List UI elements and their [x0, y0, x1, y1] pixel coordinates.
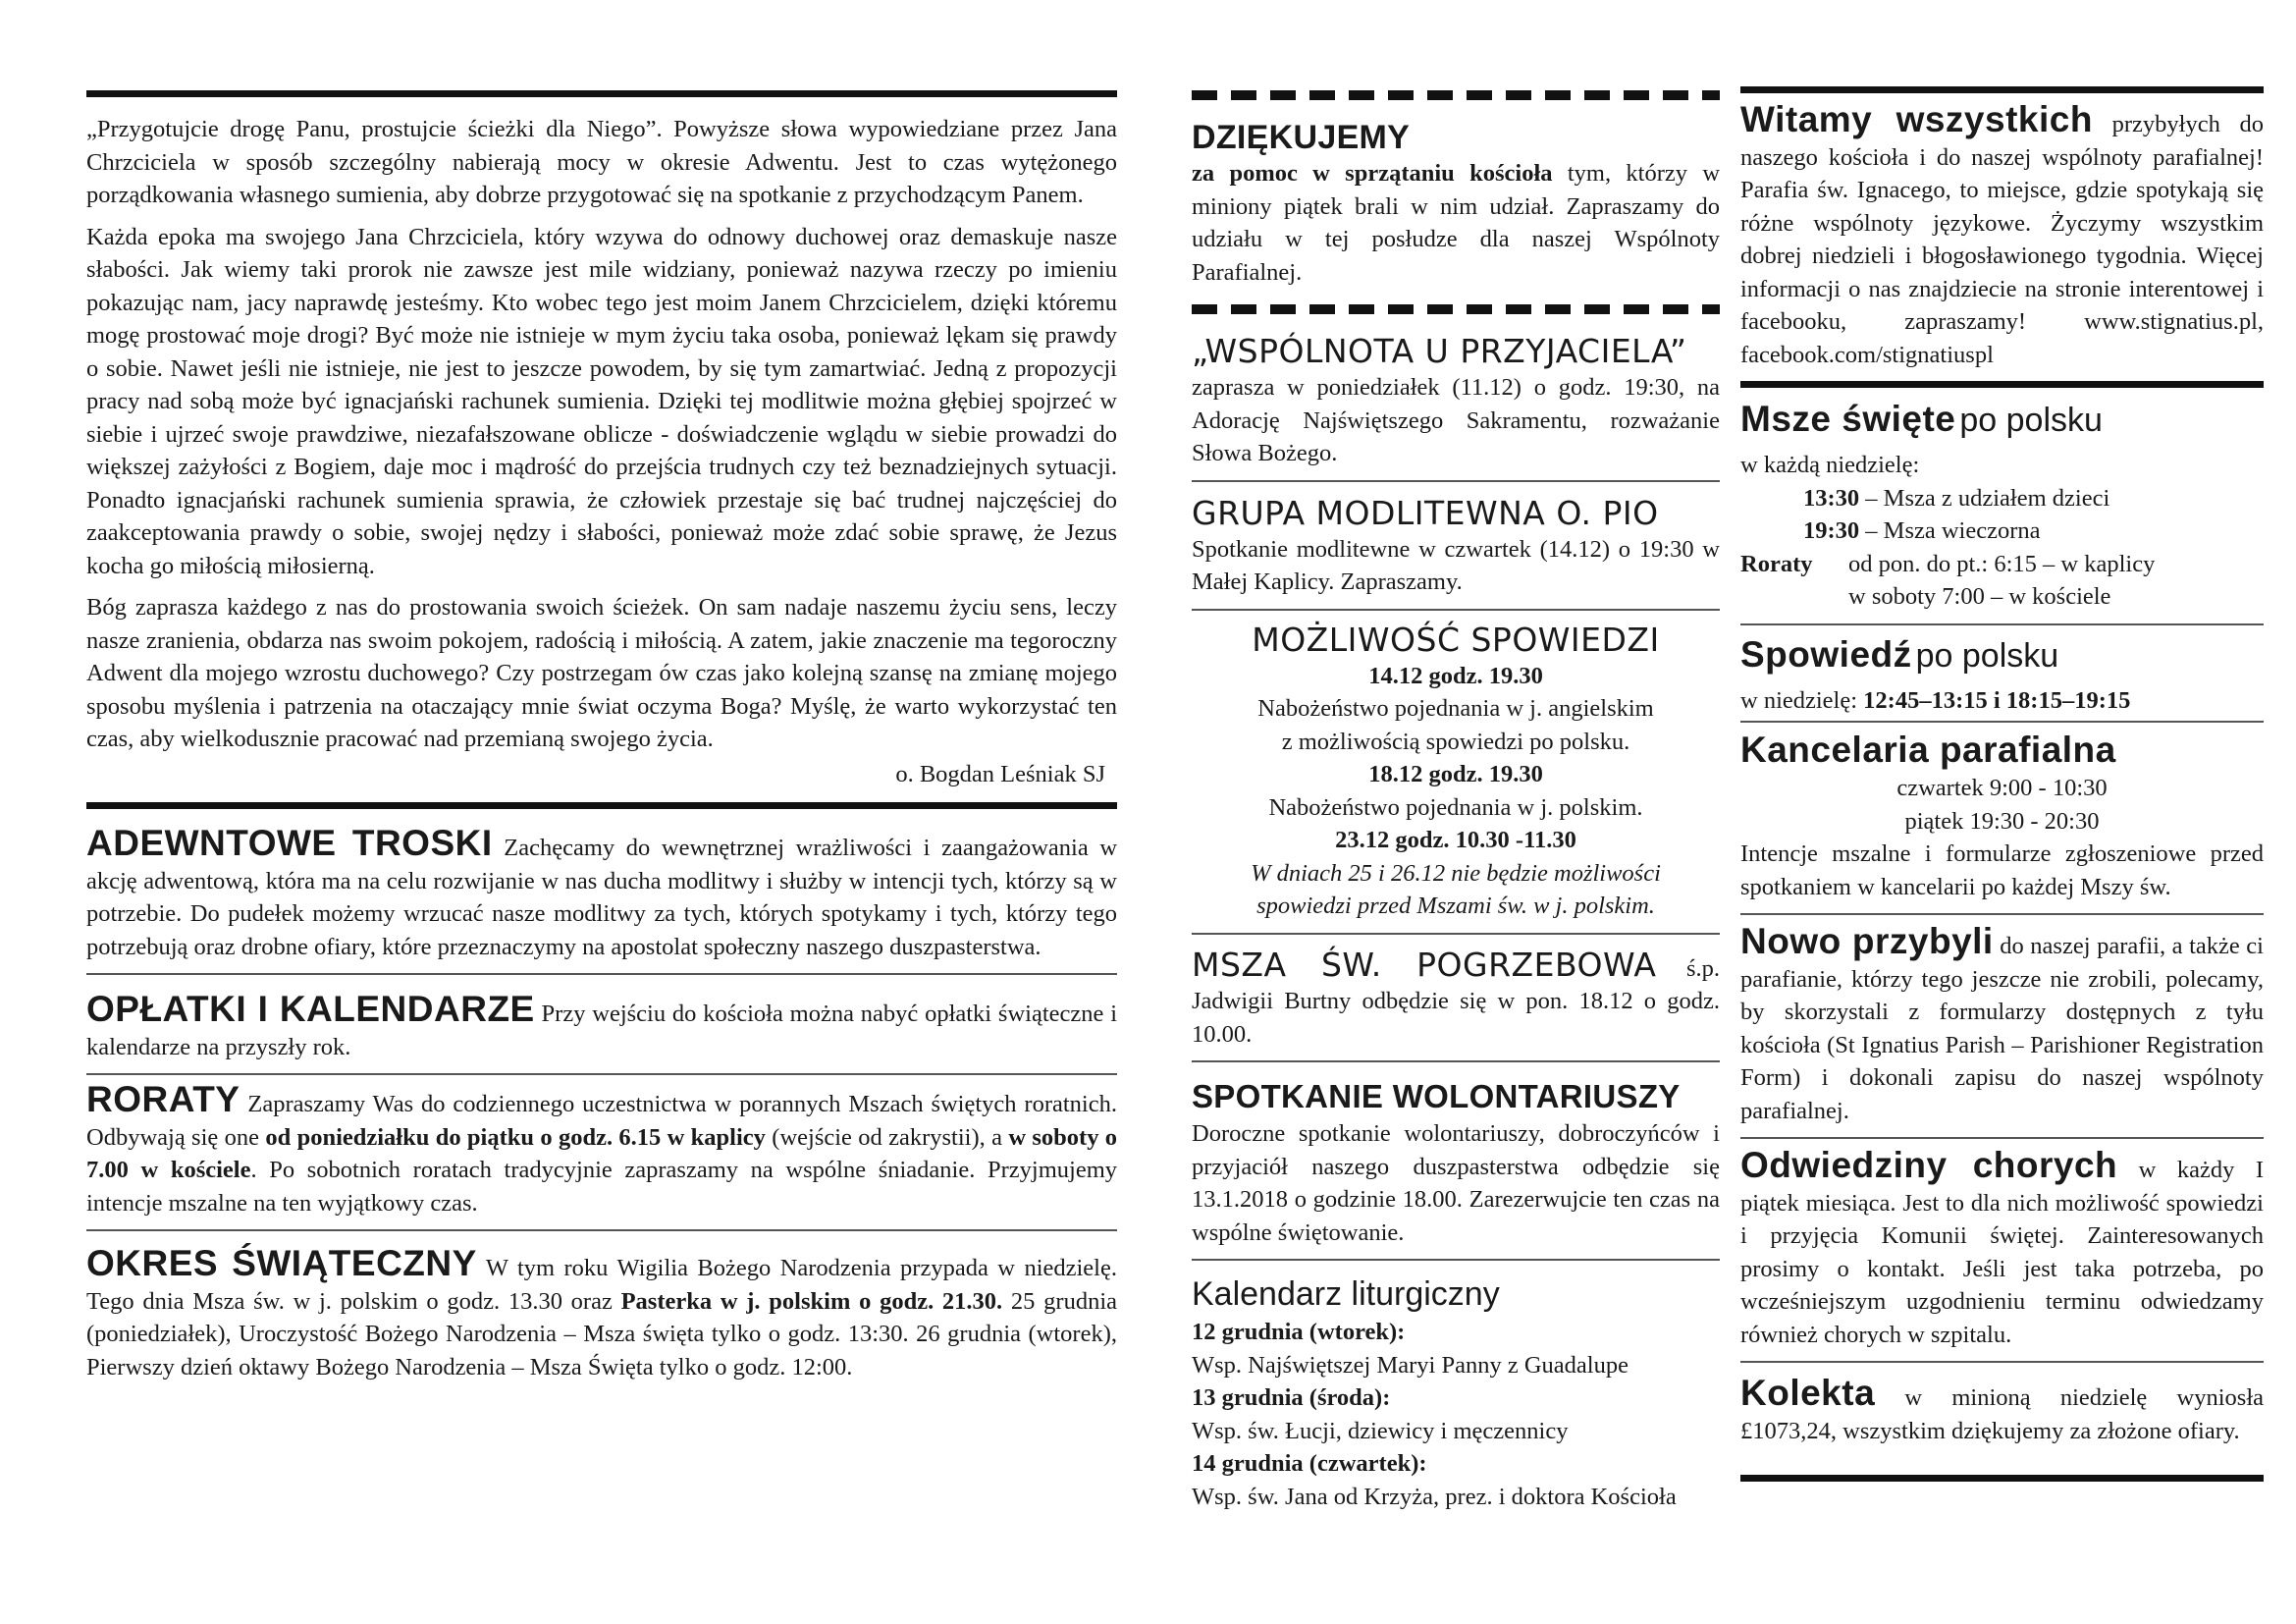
reflection-paragraph: Bóg zaprasza każdego z nas do prostowania swoich ścieżek. On sam nadaje naszemu życiu sens, leczy nasze zranienia, obdarza nas swoim pokojem, radością i miłością. A zatem, jakie znaczenie ma tegoroczny Adwent dla mojego wzrostu duchowego? Czy postrzegam ów czas jako kolejną szansę na zmianę mojego sposobu myślenia i patrzenia na otaczający mnie świat oczyma Boga? Myślę, że warto wykorzystać ten czas, aby wielkodusznie pracować nad przemianą swojego życia.: [86, 594, 1117, 752]
section-spowiedz: [1192, 611, 1720, 933]
section-subtitle: po polsku: [1959, 402, 2103, 439]
section-title: Kolekta: [1740, 1373, 1876, 1413]
hours-line: czwartek 9:00 - 10:30: [1896, 775, 2108, 801]
section-rule: [86, 802, 1117, 809]
section-pogrzeb: [1192, 935, 1720, 1061]
section-title: SPOTKANIE WOLONTARIUSZY: [1192, 1078, 1681, 1114]
calendar-date: 12 grudnia (wtorek):: [1192, 1319, 1406, 1345]
section-spowiedz-po-polsku: [1740, 625, 2264, 722]
column-left: [86, 90, 1117, 1393]
section-text: w każdy I piątek miesiąca. Jest to dla nich możliwość spowiedzi i przyjęcia Komunii świętej. Zainteresowanych prosimy o kontakt. Jeśli jest taka potrzeba, po wcześniejszym uzgodnieniu terminu odwiedzamy również chorych w szpitalu.: [1740, 1157, 2265, 1348]
calendar-entry: Wsp. św. Jana od Krzyża, prez. i doktora Kościoła: [1192, 1483, 1677, 1510]
section-oplatki: [86, 975, 1117, 1073]
schedule-row: [1740, 548, 2264, 581]
section-adwentowe-troski: [86, 809, 1117, 973]
text-line: Nabożeństwo pojednania w j. polskim.: [1268, 793, 1643, 821]
section-title: OKRES ŚWIĄTECZNY: [86, 1243, 477, 1283]
dashed-rule: [1192, 304, 1720, 314]
section-kolekta: [1740, 1363, 2264, 1457]
schedule-time: 19:30: [1803, 517, 1860, 544]
schedule-row: [1740, 514, 2264, 548]
section-subtitle: po polsku: [1915, 636, 2059, 675]
section-kancelaria: [1740, 723, 2264, 913]
section-title: Odwiedziny chorych: [1740, 1145, 2118, 1185]
date-line: 18.12 godz. 19.30: [1368, 761, 1543, 787]
note-line: spowiedzi przed Mszami św. w j. polskim.: [1256, 893, 1655, 919]
section-text: . Po sobotnich roratach tradycyjnie zapraszamy na wspólne śniadanie. Przyjmujemy intencje mszalne na ten wyjątkowy czas.: [86, 1157, 1117, 1217]
section-title: MSZA ŚW. POGRZEBOWA: [1192, 945, 1657, 984]
section-title: MOŻLIWOŚĆ SPOWIEDZI: [1252, 620, 1660, 659]
section-text: tym, którzy w miniony piątek brali w nim udział. Zapraszamy do udziału w tej posłudze dla naszej Wspólnoty Parafialnej.: [1192, 160, 1721, 286]
schedule-intro: w każdą niedzielę:: [1740, 452, 1920, 478]
section-witamy: [1740, 93, 2264, 381]
note-line: W dniach 25 i 26.12 nie będzie możliwości: [1251, 859, 1661, 887]
text-line: Nabożeństwo pojednania w j. angielskim: [1257, 695, 1654, 722]
calendar-date: 13 grudnia (środa):: [1192, 1384, 1391, 1411]
text-line: z możliwością spowiedzi po polsku.: [1281, 728, 1630, 755]
section-text: ś.p. Jadwigii Burtny odbędzie się w pon. 18.12 o godz. 10.00.: [1192, 954, 1720, 1048]
section-title: RORATY: [86, 1079, 240, 1119]
bottom-rule: [1740, 1475, 2264, 1482]
section-text: Intencje mszalne i formularze zgłoszeniowe przed spotkaniem w kancelarii po każdej Mszy św.: [1740, 840, 2264, 900]
author-signature: o. Bogdan Leśniak SJ: [895, 760, 1105, 787]
section-text: w minioną niedzielę wyniosła £1073,24, wszystkim dziękujemy za złożone ofiary.: [1740, 1384, 2265, 1444]
section-title: Spowiedź: [1740, 633, 1912, 675]
section-title: GRUPA MODLITEWNA O. PIO: [1192, 493, 1659, 532]
section-title: Nowo przybyli: [1740, 921, 1994, 961]
section-title: „WSPÓLNOTA U PRZYJACIELA”: [1192, 332, 1687, 370]
calendar-entry: Wsp. Najświętszej Maryi Panny z Guadalupe: [1192, 1351, 1629, 1379]
section-text-bold: 12:45–13:15 i 18:15–19:15: [1863, 686, 2131, 714]
section-text: (wejście od zakrystii), a: [772, 1123, 1002, 1151]
section-text: Zachęcamy do wewnętrznej wrażliwości i zaangażowania w akcję adwentową, która ma na celu rozwijanie w nas ducha modlitwy i służby w intencji tych, którzy są w potrzebie. Do pudełek możemy wrzucać nasze modlitwy za tych, których spotykamy i tych, którzy tego potrzebują oraz drobne ofiary, które przeznaczymy na apostolat społeczny naszego duszpasterstwa.: [86, 835, 1118, 960]
section-title: Msze święte: [1740, 399, 1956, 439]
section-okres-swiateczny: [86, 1231, 1117, 1393]
date-line: 14.12 godz. 19.30: [1368, 662, 1543, 689]
dashed-rule: [1192, 90, 1720, 100]
section-title: OPŁATKI I KALENDARZE: [86, 989, 535, 1029]
section-text: W tym roku Wigilia Bożego Narodzenia przypada w niedzielę. Tego dnia Msza św. w j. polskim o godz. 13.30 oraz: [86, 1255, 1117, 1315]
section-text: Doroczne spotkanie wolontariuszy, dobroczyńców i przyjaciół naszego duszpasterstwa odbędzie się 13.1.2018 o godzinie 18.00. Zarezerwujcie ten czas na wspólne świętowanie.: [1192, 1120, 1720, 1246]
section-msze: [1740, 388, 2264, 623]
section-title: Kalendarz liturgiczny: [1192, 1275, 1500, 1313]
section-text: zaprasza w poniedziałek (11.12) o godz. 19:30, na Adorację Najświętszego Sakramentu, rozważanie Słowa Bożego.: [1192, 374, 1720, 466]
advent-reflection: [86, 113, 1117, 790]
calendar-entry: Wsp. św. Łucji, dziewicy i męczennicy: [1192, 1417, 1569, 1444]
column-middle: [1192, 90, 1720, 1523]
section-dziekujemy: [1192, 100, 1720, 298]
top-rule: [86, 90, 1117, 97]
section-title: Kancelaria parafialna: [1740, 730, 2116, 770]
schedule-time: 13:30: [1803, 484, 1860, 512]
section-nowo-przybyli: [1740, 915, 2264, 1137]
section-odwiedziny: [1740, 1139, 2264, 1361]
schedule-label: od pon. do pt.: 6:15 – w kaplicy: [1848, 550, 2156, 577]
section-text-bold: Pasterka w j. polskim o godz. 21.30.: [620, 1287, 1003, 1315]
calendar-date: 14 grudnia (czwartek):: [1192, 1450, 1427, 1477]
section-text: Zapraszamy Was do codziennego uczestnictwa w porannych Mszach świętych roratnich. Odbywają się one: [86, 1091, 1117, 1151]
hours-line: piątek 19:30 - 20:30: [1904, 807, 2100, 835]
section-rule: [1740, 381, 2264, 388]
schedule-row: [1740, 482, 2264, 515]
section-text: w niedzielę:: [1740, 686, 1858, 714]
section-wspolnota: [1192, 314, 1720, 480]
section-pio: [1192, 482, 1720, 609]
section-text: przybyłych do naszego kościoła i do naszej wspólnoty parafialnej! Parafia św. Ignacego, to miejsce, gdzie spotykają się różne wspólnoty językowe. Życzymy wszystkim dobrej niedzieli i błogosławionego tygodnia. Więcej informacji o nas znajdziecie na stronie interentowej i facebooku, zapraszamy! www.stignatius.pl, facebook.com/stignatiuspl: [1740, 111, 2265, 368]
date-line: 23.12 godz. 10.30 -11.30: [1335, 827, 1576, 853]
schedule-label: – Msza wieczorna: [1865, 517, 2041, 544]
section-wolontariusze: [1192, 1062, 1720, 1259]
top-rule: [1740, 86, 2264, 93]
section-text: Przy wejściu do kościoła można nabyć opłatki świąteczne i kalendarze na przyszły rok.: [86, 1001, 1117, 1060]
section-text: Spotkanie modlitewne w czwartek (14.12) o 19:30 w Małej Kaplicy. Zapraszamy.: [1192, 535, 1720, 595]
section-title: Witamy wszystkich: [1740, 99, 2093, 139]
section-text: do naszej parafii, a także ci parafianie, którzy tego jeszcze nie zrobili, polecamy, by skorzystali z formularzy dostępnych z tyłu kościoła (St Ignatius Parish – Parishioner Registration Form) i dokonali zapisu do naszej wspólnoty parafialnej.: [1740, 933, 2264, 1124]
reflection-paragraph: „Przygotujcie drogę Panu, prostujcie ścieżki dla Niego”. Powyższe słowa wypowiedziane przez Jana Chrzciciela w sposób szczególny nabierają mocy w okresie Adwentu. Jest to czas wytężonego porządkowania własnego sumienia, aby dobrze przygotować się na spotkanie z przychodzącym Panem.: [86, 116, 1117, 208]
schedule-label-bold: Roraty: [1740, 550, 1813, 577]
schedule-label: w soboty 7:00 – w kościele: [1848, 583, 2111, 610]
section-kalendarz: [1192, 1261, 1720, 1523]
section-text-bold: za pomoc w sprzątaniu kościoła: [1192, 160, 1553, 187]
section-text-bold: od poniedziałku do piątku o godz. 6.15 w kaplicy: [265, 1123, 766, 1151]
section-title: DZIĘKUJEMY: [1192, 119, 1411, 156]
schedule-label: – Msza z udziałem dzieci: [1865, 484, 2110, 512]
section-text-bold: w soboty o 7.00 w kościele: [86, 1123, 1118, 1183]
section-text: 25 grudnia (poniedziałek), Uroczystość Bożego Narodzenia – Msza święta tylko o godz. 13:30. 26 grudnia (wtorek), Pierwszy dzień oktawy Bożego Narodzenia – Msza Święta tylko o godz. 12:00.: [86, 1287, 1117, 1380]
column-right: [1740, 86, 2264, 1482]
section-roraty: [86, 1075, 1117, 1229]
reflection-paragraph: Każda epoka ma swojego Jana Chrzciciela, który wzywa do odnowy duchowej oraz demaskuje nasze słabości. Jak wiemy taki prorok nie zawsze jest mile widziany, ponieważ nazywa rzeczy po imieniu pokazując nam, jacy naprawdę jesteśmy. Kto wobec tego jest moim Janem Chrzcicielem, dzięki któremu mogę prostować moje drogi? Być może nie istnieje w mym życiu taka osoba, ponieważ lękam się prawdy o sobie. Nawet jeśli nie istnieje, nie jest to jeszcze powodem, by się tym zamartwiać. Jedną z propozycji pracy nad sobą może być ignacjański rachunek sumienia. Dzięki tej modlitwie można głębiej spojrzeć w siebie i ujrzeć swoje prawdziwe, niezafałszowane oblicze - doświadczenie wglądu w siebie prowadzi do większej zażyłości z Bogiem, daje moc i mądrość do przejścia trudnych czy też beznadziejnych sytuacji. Ponadto ignacjański rachunek sumienia sprawia, że człowiek przestaje się bać trudnej najczęściej do zaakceptowania prawdy o sobie, swojej nędzy i słabości, ponieważ może zdać sobie sprawę, że Jezus kocha go miłością miłosierną.: [86, 223, 1117, 579]
section-title: ADEWNTOWE TROSKI: [86, 823, 493, 863]
